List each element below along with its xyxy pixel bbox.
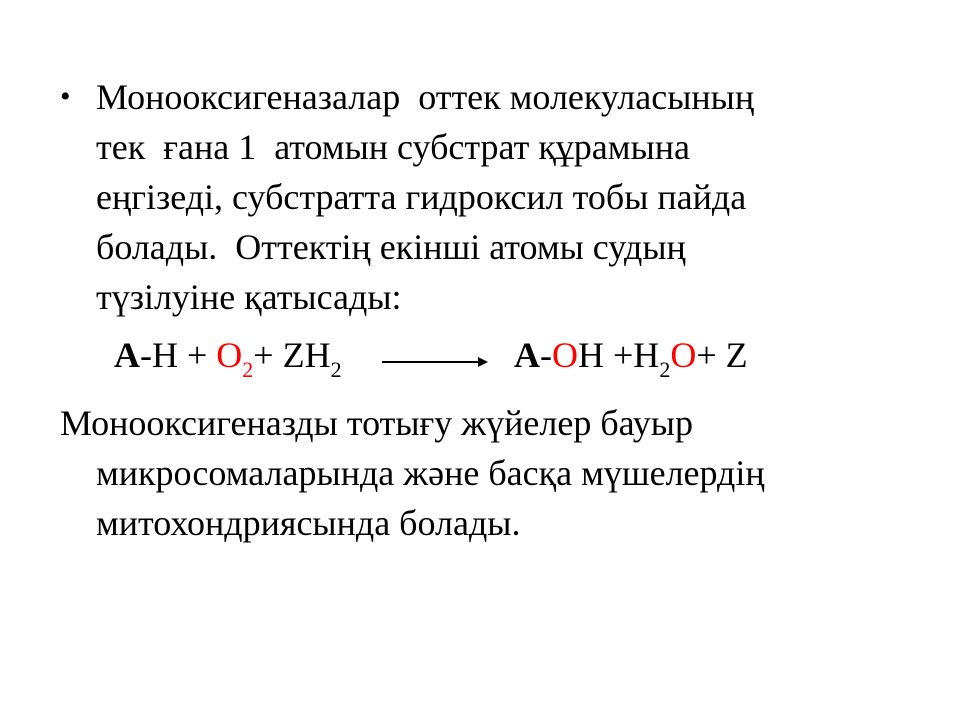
bullet-dot-icon: • xyxy=(60,80,71,113)
bullet-text-line-1: Монооксигеназалар оттек молекуласының xyxy=(96,77,755,117)
paragraph-line-1: Монооксигеназды тотығу жүйелер бауыр xyxy=(60,403,693,443)
reaction-equation xyxy=(114,330,814,384)
bullet-text-line-2: тек ғана 1 атомын субстрат құрамына xyxy=(96,127,690,167)
equation-hydroxyl-oxygen: O xyxy=(552,335,578,375)
equation-h-plus-h: H +H xyxy=(578,335,660,375)
equation-oxygen-subscript: 2 xyxy=(242,357,254,382)
equation-dash: - xyxy=(540,335,552,375)
equation-oxygen: O xyxy=(216,335,243,375)
equation-water-subscript: 2 xyxy=(659,357,671,382)
equation-product-a: A xyxy=(514,335,540,375)
bullet-text-line-4: болады. Оттектің екінші атомы судың xyxy=(96,227,686,267)
equation-left-side xyxy=(114,330,342,385)
equation-water-oxygen: O xyxy=(670,335,697,375)
equation-plus-z: + Z xyxy=(696,335,748,375)
equation-plus-zh: + ZH xyxy=(253,335,331,375)
equation-h-plus: -H + xyxy=(140,335,217,375)
bullet-text-line-5: түзілуіне қатысады: xyxy=(96,277,402,317)
equation-right-side xyxy=(514,330,748,385)
paragraph-line-3: митохондриясында болады. xyxy=(96,503,521,543)
equation-zh-subscript: 2 xyxy=(330,357,342,382)
bullet-text-line-3: еңгізеді, субстратта гидроксил тобы пайда xyxy=(96,177,747,217)
reaction-arrow-icon xyxy=(382,352,488,372)
equation-substrate-a: A xyxy=(114,335,140,375)
paragraph-line-2: микросомаларында және басқа мүшелердің xyxy=(96,453,765,493)
